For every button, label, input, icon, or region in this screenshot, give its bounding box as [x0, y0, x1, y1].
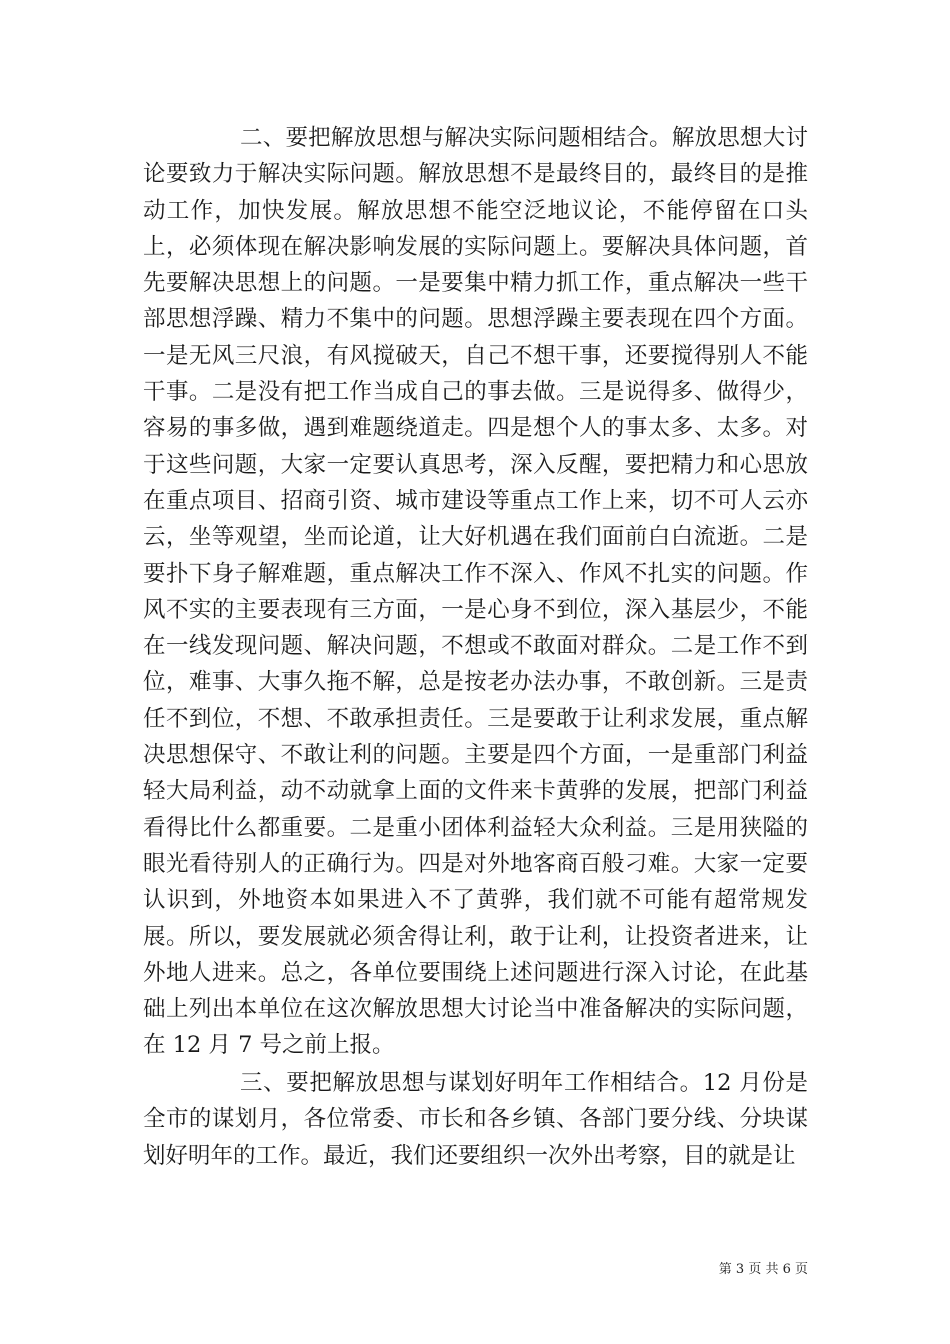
- page-number-footer: 第 3 页 共 6 页: [718, 1262, 808, 1277]
- body-paragraph-2: 二、要把解放思想与解决实际问题相结合。解放思想大讨论要致力于解决实际问题。解放思想不是最终目的，最终目的是推动工作，加快发展。解放思想不能空泛地议论，不能停留在口头上，必须体现在解决影响发展的实际问题上。要解决具体问题，首先要解决思想上的问题。一是要集中精力抓工作，重点解决一些干部思想浮躁、精力不集中的问题。思想浮躁主要表现在四个方面。一是无风三尺浪，有风搅破天，自己不想干事，还要搅得别人不能干事。二是没有把工作当成自己的事去做。三是说得多、做得少，容易的事多做，遇到难题绕道走。四是想个人的事太多、太多。对于这些问题，大家一定要认真思考，深入反醒，要把精力和心思放在重点项目、招商引资、城市建设等重点工作上来，切不可人云亦云，坐等观望，坐而论道，让大好机遇在我们面前白白流逝。二是要扑下身子解难题，重点解决工作不深入、作风不扎实的问题。作风不实的主要表现有三方面，一是心身不到位，深入基层少，不能在一线发现问题、解决问题，不想或不敢面对群众。二是工作不到位，难事、大事久拖不解，总是按老办法办事，不敢创新。三是责任不到位，不想、不敢承担责任。三是要敢于让利求发展，重点解决思想保守、不敢让利的问题。主要是四个方面，一是重部门利益轻大局利益，动不动就拿上面的文件来卡黄骅的发展，把部门利益看得比什么都重要。二是重小团体利益轻大众利益。三是用狭隘的眼光看待别人的正确行为。四是对外地客商百般刁难。大家一定要认识到，外地资本如果进入不了黄骅，我们就不可能有超常规发展。所以，要发展就必须舍得让利，敢于让利，让投资者进来，让外地人进来。总之，各单位要围绕上述问题进行深入讨论，在此基础上列出本单位在这次解放思想大讨论当中准备解决的实际问题，在 12 月 7 号之前上报。: [143, 125, 808, 1059]
- body-paragraph-3: 三、要把解放思想与谋划好明年工作相结合。12 月份是全市的谋划月，各位常委、市长和各乡镇、各部门要分线、分块谋划好明年的工作。最近，我们还要组织一次外出考察，目的就是让: [143, 1070, 808, 1169]
